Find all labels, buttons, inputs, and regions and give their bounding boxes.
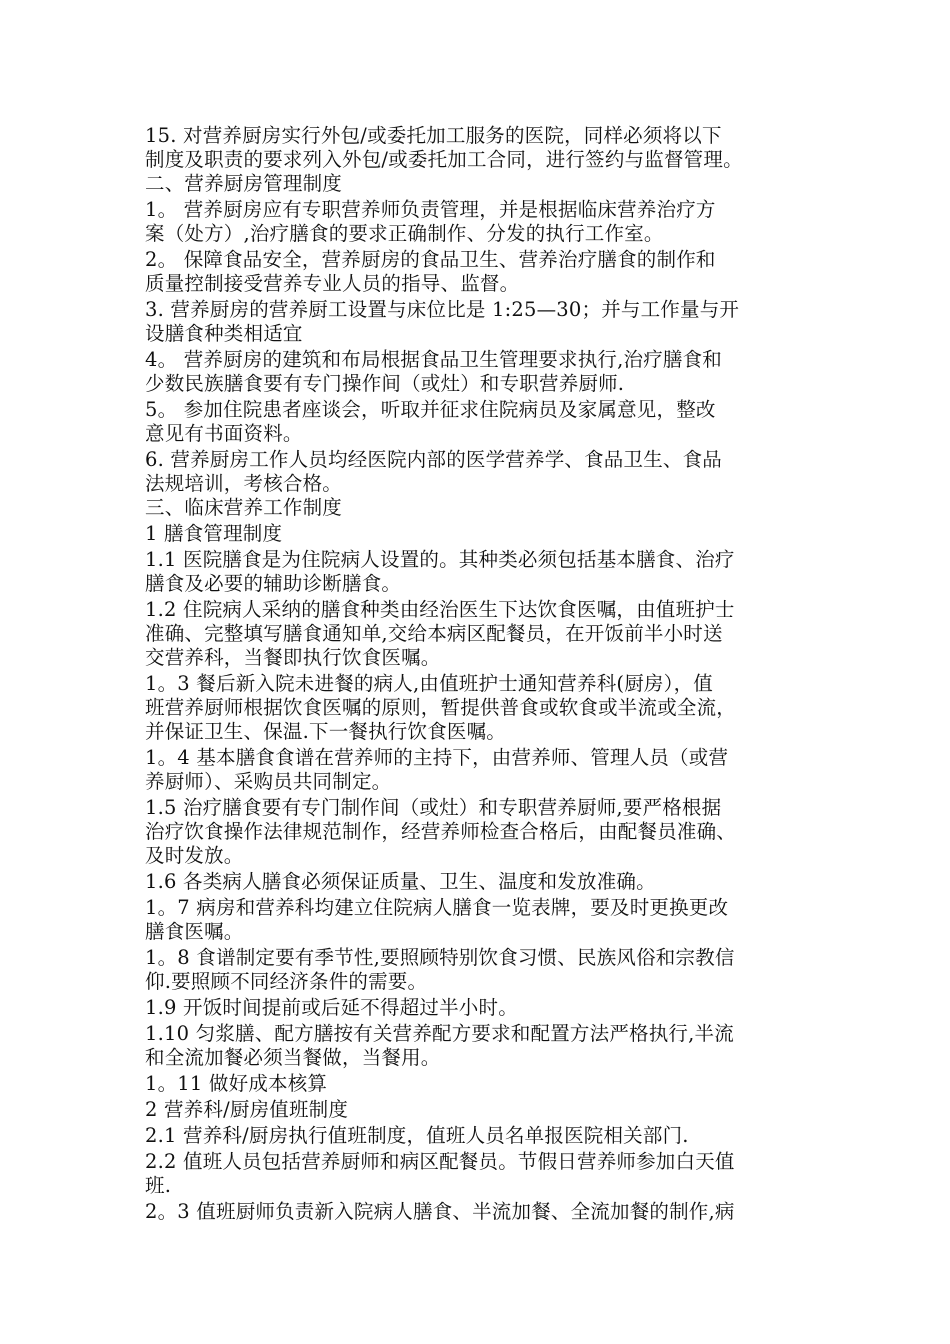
text-line: 班营养厨师根据饮食医嘱的原则，暂提供普食或软食或半流或全流，	[145, 696, 737, 719]
text-line: 3. 营养厨房的营养厨工设置与床位比是 1:25—30；并与工作量与开	[145, 298, 740, 321]
text-line: 治疗饮食操作法律规范制作，经营养师检查合格后，由配餐员准确、	[145, 820, 737, 843]
text-line: 1.6 各类病人膳食必须保证质量、卫生、温度和发放准确。	[145, 870, 656, 893]
text-line: 膳食医嘱。	[145, 920, 244, 943]
text-line: 和全流加餐必须当餐做，当餐用。	[145, 1046, 441, 1069]
text-line: 5。 参加住院患者座谈会，听取并征求住院病员及家属意见，整改	[145, 398, 716, 421]
subsection-heading: 2 营养科/厨房值班制度	[145, 1098, 349, 1121]
text-line: 6. 营养厨房工作人员均经医院内部的医学营养学、食品卫生、食品	[145, 448, 723, 471]
text-line: 2.1 营养科/厨房执行值班制度，值班人员名单报医院相关部门.	[145, 1124, 689, 1147]
text-line: 2。 保障食品安全，营养厨房的食品卫生、营养治疗膳食的制作和	[145, 248, 716, 271]
text-line: 1。4 基本膳食食谱在营养师的主持下，由营养师、管理人员（或营	[145, 746, 729, 769]
text-line: 及时发放。	[145, 844, 244, 867]
text-line: 1。11 做好成本核算	[145, 1072, 328, 1095]
section-heading: 三、临床营养工作制度	[145, 496, 343, 519]
text-line: 质量控制接受营养专业人员的指导、监督。	[145, 272, 520, 295]
text-line: 1。8 食谱制定要有季节性,要照顾特别饮食习惯、民族风俗和宗教信	[145, 946, 735, 969]
text-line: 1.1 医院膳食是为住院病人设置的。其种类必须包括基本膳食、治疗	[145, 548, 735, 571]
text-line: 设膳食种类相适宜	[145, 322, 303, 345]
text-line: 膳食及必要的辅助诊断膳食。	[145, 572, 402, 595]
text-line: 2.2 值班人员包括营养厨师和病区配餐员。节假日营养师参加白天值	[145, 1150, 735, 1173]
text-line: 少数民族膳食要有专门操作间（或灶）和专职营养厨师.	[145, 372, 625, 395]
text-line: 仰.要照顾不同经济条件的需要。	[145, 970, 428, 993]
text-line: 1。 营养厨房应有专职营养师负责管理，并是根据临床营养治疗方	[145, 198, 716, 221]
text-line: 案（处方）,治疗膳食的要求正确制作、分发的执行工作室。	[145, 222, 664, 245]
text-line: 15. 对营养厨房实行外包/或委托加工服务的医院，同样必须将以下	[145, 124, 722, 147]
text-line: 1。7 病房和营养科均建立住院病人膳食一览表牌，要及时更换更改	[145, 896, 729, 919]
text-line: 制度及职责的要求列入外包/或委托加工合同，进行签约与监督管理。	[145, 148, 743, 171]
text-line: 4。 营养厨房的建筑和布局根据食品卫生管理要求执行,治疗膳食和	[145, 348, 723, 371]
text-line: 1.9 开饭时间提前或后延不得超过半小时。	[145, 996, 518, 1019]
text-line: 交营养科，当餐即执行饮食医嘱。	[145, 646, 441, 669]
text-line: 1.2 住院病人采纳的膳食种类由经治医生下达饮食医嘱，由值班护士	[145, 598, 735, 621]
document-body	[145, 124, 813, 1224]
text-line: 2。3 值班厨师负责新入院病人膳食、半流加餐、全流加餐的制作,病	[145, 1200, 735, 1223]
text-line: 养厨师）、采购员共同制定。	[145, 770, 392, 793]
text-line: 1。3 餐后新入院未进餐的病人,由值班护士通知营养科(厨房），值	[145, 672, 713, 695]
section-heading: 二、营养厨房管理制度	[145, 172, 343, 195]
text-line: 1.5 治疗膳食要有专门制作间（或灶）和专职营养厨师,要严格根据	[145, 796, 722, 819]
text-line: 并保证卫生、保温.下一餐执行饮食医嘱。	[145, 720, 506, 743]
text-line: 准确、完整填写膳食通知单,交给本病区配餐员，在开饭前半小时送	[145, 622, 723, 645]
text-line: 意见有书面资料。	[145, 422, 303, 445]
text-line: 1.10 匀浆膳、配方膳按有关营养配方要求和配置方法严格执行,半流	[145, 1022, 734, 1045]
text-line: 法规培训，考核合格。	[145, 472, 343, 495]
subsection-heading: 1 膳食管理制度	[145, 522, 283, 545]
text-line: 班.	[145, 1174, 172, 1197]
